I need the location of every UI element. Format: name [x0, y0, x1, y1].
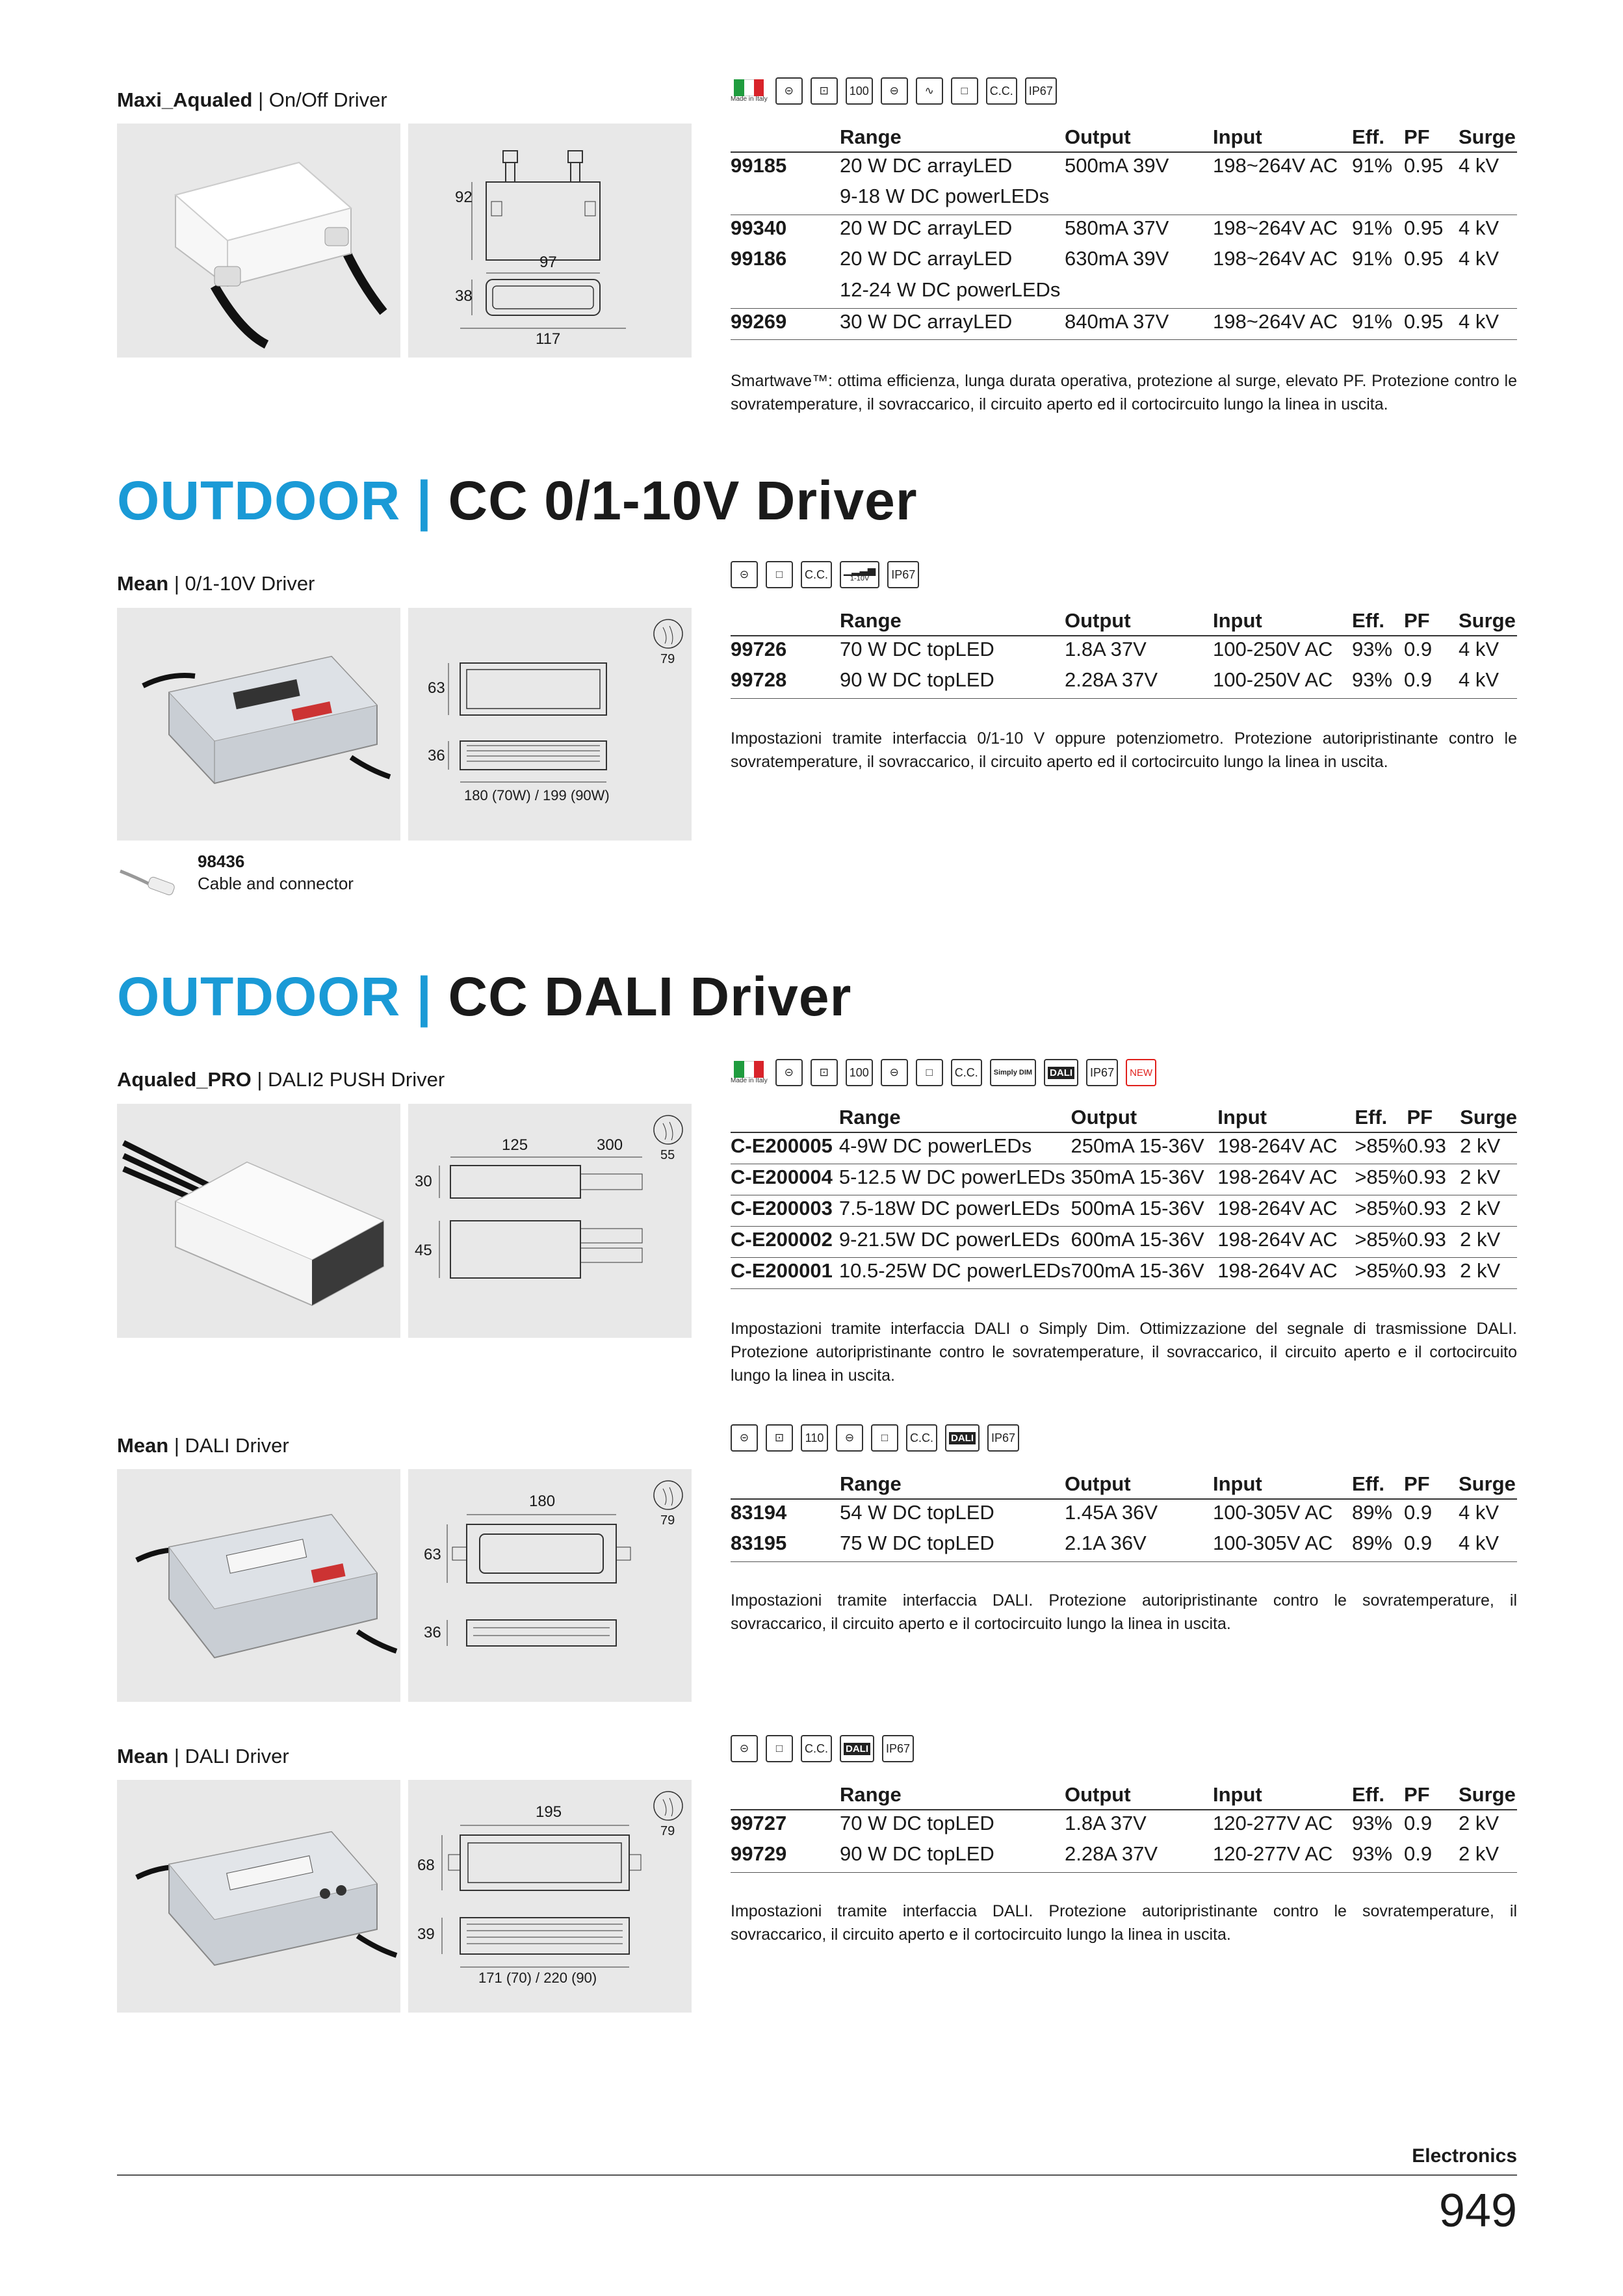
- class-icon: □: [916, 1059, 943, 1086]
- product-photo: [117, 1469, 400, 1702]
- product-name: Mean: [117, 1745, 169, 1768]
- driver-type-icon: ⊝: [731, 1735, 758, 1762]
- product-title: [117, 1434, 289, 1457]
- class-icon: □: [766, 1735, 793, 1762]
- table-row: 99727 70 W DC topLED 1.8A 37V 120-277V AC 93% 0.9 2 kV: [731, 1812, 1500, 1834]
- footer-category: Electronics: [1412, 2145, 1517, 2167]
- ip67-icon: IP67: [882, 1735, 914, 1762]
- technical-drawing: [408, 1104, 692, 1338]
- table-row: C-E200003 7.5-18W DC powerLEDs 500mA 15-36V 198-264V AC >85% 0.93 2 kV: [731, 1195, 1517, 1226]
- technical-drawing: [408, 608, 692, 841]
- simply-dim-icon: Simply DIM: [990, 1059, 1036, 1086]
- section-heading: OUTDOOR | CC 0/1-10V Driver: [117, 470, 918, 531]
- dali-icon: DALI: [1044, 1059, 1078, 1086]
- product-description: Impostazioni tramite interfaccia DALI. Protezione autoripristinante contro le sovratemperature, il sovraccarico, il circuito aperto e il cortocircuito lungo la linea in uscita.: [731, 1591, 1517, 1633]
- accessory-label: Cable and connector: [198, 874, 354, 893]
- table-row: 99729 90 W DC topLED 2.28A 37V 120-277V AC 93% 0.9 2 kV: [731, 1841, 1517, 1872]
- product-photo: [117, 1104, 400, 1338]
- table-row: 99269 30 W DC arrayLED 840mA 37V 198~264V AC 91% 0.95 4 kV: [731, 308, 1517, 339]
- dimension-label: 180: [529, 1493, 556, 1510]
- product-name: Maxi_Aqualed: [117, 88, 253, 111]
- table-row: C-E200004 5-12.5 W DC powerLEDs 350mA 15-36V 198-264V AC >85% 0.93 2 kV: [731, 1164, 1517, 1195]
- constant-current-icon: C.C.: [801, 561, 832, 588]
- page-number: 949: [1438, 2185, 1517, 2237]
- product-photo: [117, 1780, 400, 2013]
- footer-divider: [117, 2174, 1517, 2176]
- dali-icon: DALI: [945, 1424, 980, 1452]
- table-row: C-E200002 9-21.5W DC powerLEDs 600mA 15-36V 198-264V AC >85% 0.93 2 kV: [731, 1226, 1517, 1257]
- dimension-label: 45: [415, 1242, 432, 1259]
- table-row: 12-24 W DC powerLEDs: [731, 277, 1517, 308]
- class-icon: □: [871, 1424, 898, 1452]
- cable-connector-image: [117, 858, 182, 904]
- dimension-label: 195: [536, 1803, 562, 1821]
- product-type: | On/Off Driver: [252, 88, 387, 111]
- technical-drawing: [408, 1469, 692, 1702]
- dimension-label: 63: [428, 679, 445, 697]
- table-row: 99728 90 W DC topLED 2.28A 37V 100-250V AC 93% 0.9 4 kV: [731, 667, 1517, 698]
- dimension-label: 36: [428, 747, 445, 764]
- constant-current-icon: C.C.: [906, 1424, 937, 1452]
- dimension-label: 125: [502, 1136, 528, 1154]
- table-row: 99185 20 W DC arrayLED 500mA 39V 198~264V AC 91% 0.95 4 kV: [731, 154, 1500, 177]
- dimension-label: 180 (70W) / 199 (90W): [464, 787, 610, 803]
- product-photo: [117, 608, 400, 841]
- ip67-icon: IP67: [1025, 77, 1057, 105]
- product-name: Aqualed_PRO: [117, 1068, 252, 1091]
- insulation-icon: ⊡: [811, 77, 838, 105]
- product-type: | DALI2 PUSH Driver: [251, 1068, 445, 1091]
- driver-type-icon: ⊝: [731, 1424, 758, 1452]
- accessory-code: 98436: [198, 852, 245, 871]
- driver-type-icon: ⊝: [731, 561, 758, 588]
- dimension-label: 97: [539, 254, 557, 271]
- product-description: Impostazioni tramite interfaccia DALI. Protezione autoripristinante contro le sovratemperature, il sovraccarico, il circuito aperto e il cortocircuito lungo la linea in uscita.: [731, 1902, 1517, 1944]
- table-row: 99186 20 W DC arrayLED 630mA 39V 198~264V AC 91% 0.95 4 kV: [731, 247, 1500, 270]
- dimension-label: 39: [417, 1925, 435, 1943]
- constant-current-icon: C.C.: [951, 1059, 982, 1086]
- dimension-label: 117: [536, 330, 561, 348]
- table-row: 83194 54 W DC topLED 1.45A 36V 100-305V AC 89% 0.9 4 kV: [731, 1501, 1500, 1524]
- spec-table: Range Output Input Eff. PF Surge 99726 70 W DC topLED 1.8A 37V 100-250V AC 93% 0.9 4 kV 99728 90 W DC topLED 2.28A 37V 100-250V AC 93% 0.9 4 kV: [731, 606, 1517, 699]
- product-type: | DALI Driver: [168, 1745, 289, 1768]
- dimension-label: 171 (70) / 220 (90): [478, 1970, 597, 1986]
- spec-table: Range Output Input Eff. PF Surge 83194 54 W DC topLED 1.45A 36V 100-305V AC 89% 0.9 4 kV 83195 75 W DC topLED 2.1A 36V 100-305V AC 89% 0.9 4 kV: [731, 1469, 1517, 1562]
- spec-table: Range Output Input Eff. PF Surge C-E200005 4-9W DC powerLEDs 250mA 15-36V 198-264V AC >85% 0.93 2 kV C-E200004 5-12.5 W DC powerLEDs 350mA 15-36V 198-264V AC >85% 0.93 2 kV C-E200003 7.5-18W DC powerLEDs 500mA 15-36V 198-264V AC >85% 0.93 2 kV C-E200002 9-21.5W DC powerLEDs 600mA 15-36V 198-264V AC >85% 0.93 2 kV C-E200001 10.5-25W DC powerLEDs 700mA 15-36V 198-264V AC >85% 0.93 2 kV: [731, 1102, 1517, 1289]
- temperature-icon: 110: [801, 1424, 828, 1452]
- dimension-label: 30: [415, 1173, 432, 1190]
- driver-type-icon: ⊝: [775, 77, 803, 105]
- product-name: Mean: [117, 572, 169, 595]
- driver-type-icon: ⊝: [775, 1059, 803, 1086]
- product-description: Impostazioni tramite interfaccia DALI o Simply Dim. Ottimizzazione del segnale di trasmissione DALI. Protezione autoripristinante contro le sovratemperature, il sovraccarico, il circuito aperto e il cortocircuito lungo la linea in uscita.: [731, 1320, 1517, 1385]
- class-icon: □: [766, 561, 793, 588]
- product-photo: [117, 124, 400, 358]
- feature-icons: [731, 560, 919, 589]
- technical-drawing: [408, 1780, 692, 2013]
- feature-icons: [731, 1734, 914, 1763]
- feature-icons: [731, 1058, 1156, 1087]
- ip67-icon: IP67: [987, 1424, 1019, 1452]
- protection-icon: ⊖: [836, 1424, 863, 1452]
- class-icon: □: [951, 77, 978, 105]
- ip67-icon: IP67: [887, 561, 919, 588]
- dimension-label: 92: [455, 189, 473, 206]
- constant-current-icon: C.C.: [986, 77, 1017, 105]
- temperature-icon: 100: [846, 77, 873, 105]
- made-in-italy-icon: Made in Italy: [731, 77, 768, 105]
- protection-icon: ⊖: [881, 1059, 908, 1086]
- product-type: | DALI Driver: [168, 1434, 289, 1457]
- product-title: [117, 572, 315, 595]
- temperature-label: 79: [660, 1824, 675, 1838]
- dimension-label: 68: [417, 1857, 435, 1874]
- product-name: Mean: [117, 1434, 169, 1457]
- spec-table: Range Output Input Eff. PF Surge 99727 70 W DC topLED 1.8A 37V 120-277V AC 93% 0.9 2 kV 99729 90 W DC topLED 2.28A 37V 120-277V AC 93% 0.9 2 kV: [731, 1780, 1517, 1873]
- table-row: 99340 20 W DC arrayLED 580mA 37V 198~264V AC 91% 0.95 4 kV: [731, 216, 1500, 239]
- dimension-label: 63: [424, 1546, 441, 1563]
- temperature-label: 55: [660, 1148, 675, 1162]
- feature-icons: [731, 1424, 1019, 1452]
- product-title: [117, 1745, 289, 1768]
- product-title: [117, 88, 387, 112]
- table-row: C-E200001 10.5-25W DC powerLEDs 700mA 15-36V 198-264V AC >85% 0.93 2 kV: [731, 1257, 1517, 1288]
- technical-drawing: [408, 124, 692, 358]
- product-type: | 0/1-10V Driver: [168, 572, 315, 595]
- dimension-label: 36: [424, 1624, 441, 1641]
- temperature-label: 79: [660, 652, 675, 666]
- ip67-icon: IP67: [1086, 1059, 1118, 1086]
- protection-icon: ⊖: [881, 77, 908, 105]
- dimension-label: 38: [455, 287, 473, 305]
- feature-icons: [731, 77, 1057, 105]
- temperature-icon: 100: [846, 1059, 873, 1086]
- table-row: 9-18 W DC powerLEDs: [731, 183, 1517, 215]
- product-title: [117, 1068, 445, 1091]
- dimension-label: 300: [597, 1136, 623, 1154]
- product-description: Smartwave™: ottima efficienza, lunga durata operativa, protezione al surge, elevato PF. Protezione contro le sovratemperature, il sovraccarico, il circuito aperto ed il cortocircuito lungo la linea in uscita.: [731, 372, 1517, 413]
- new-badge: NEW: [1126, 1059, 1156, 1086]
- table-row: C-E200005 4-9W DC powerLEDs 250mA 15-36V 198-264V AC >85% 0.93 2 kV: [731, 1132, 1517, 1164]
- surge-icon: ∿: [916, 77, 943, 105]
- table-row: 83195 75 W DC topLED 2.1A 36V 100-305V AC 89% 0.9 4 kV: [731, 1530, 1517, 1561]
- section-heading: OUTDOOR | CC DALI Driver: [117, 966, 852, 1027]
- insulation-icon: ⊡: [766, 1424, 793, 1452]
- temperature-label: 79: [660, 1513, 675, 1528]
- dali-icon: DALI: [840, 1735, 874, 1762]
- constant-current-icon: C.C.: [801, 1735, 832, 1762]
- insulation-icon: ⊡: [811, 1059, 838, 1086]
- product-description: Impostazioni tramite interfaccia 0/1-10 V oppure potenziometro. Protezione autoripristinante contro le sovratemperature, il sovraccarico, il circuito aperto ed il cortocircuito lungo la linea in uscita.: [731, 729, 1517, 771]
- spec-table: Range Output Input Eff. PF Surge 99185 20 W DC arrayLED 500mA 39V 198~264V AC 91% 0.95 4 kV 9-18 W DC powerLEDs 99340 20 W DC arrayLED 580mA 37V 198~264V AC 91% 0.95 4 kV 99186 20 W DC arrayLED 630mA 39V 198~264V AC 91% 0.95 4 kV 12-24 W DC powerLEDs 99269 30 W DC arrayLED 840mA 37V 198~264V AC 91% 0.95 4 kV: [731, 122, 1517, 340]
- table-row: 99726 70 W DC topLED 1.8A 37V 100-250V AC 93% 0.9 4 kV: [731, 638, 1500, 660]
- dimming-1-10v-icon: ▁▂▃▅ 1-10V: [840, 561, 879, 588]
- made-in-italy-icon: Made in Italy: [731, 1059, 768, 1086]
